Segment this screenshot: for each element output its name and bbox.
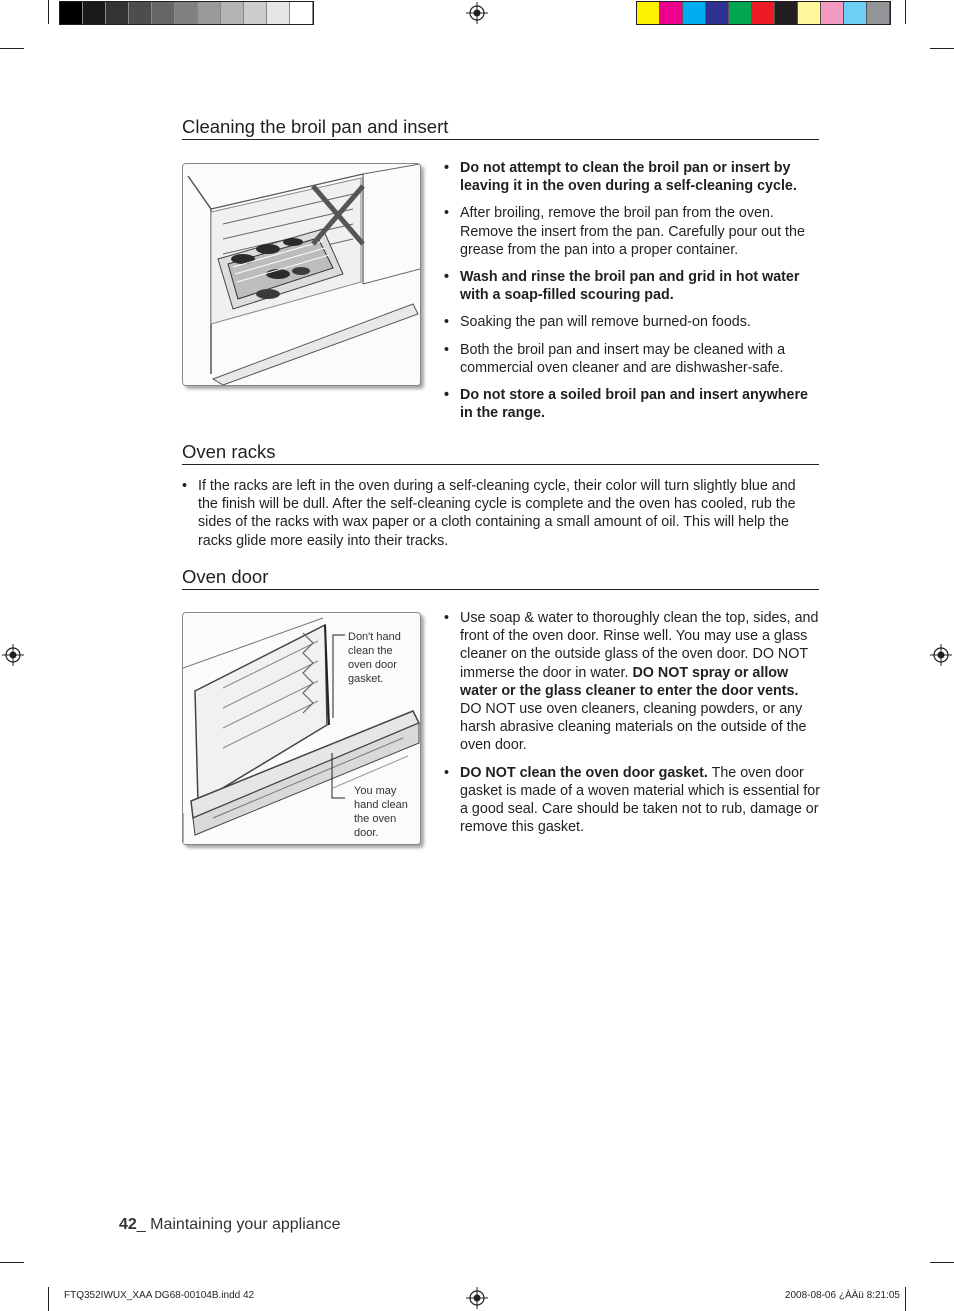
- door-bullet: [444, 609, 820, 755]
- oven-door-illustration: [182, 612, 421, 845]
- color-swatch: [844, 2, 867, 24]
- gray-swatch: [221, 2, 244, 24]
- section-title-broil: Cleaning the broil pan and insert: [182, 116, 819, 140]
- door-bullet-bold: DO NOT clean the oven door gasket.: [460, 764, 708, 781]
- color-swatch: [798, 2, 821, 24]
- registration-mark-bottom: [466, 1287, 488, 1309]
- gray-swatch: [60, 2, 83, 24]
- broil-bullet-list: [444, 159, 820, 431]
- callout-door: You may hand clean the oven door.: [354, 785, 408, 839]
- color-swatch: [660, 2, 683, 24]
- door-bullet: [444, 764, 820, 837]
- registration-mark-right: [930, 644, 952, 666]
- color-swatch: [706, 2, 729, 24]
- section-title-racks: Oven racks: [182, 441, 819, 465]
- broil-bullet: • Do not store a soiled broil pan and insert anywhere in the range.: [444, 386, 820, 422]
- door-bullet-text: Use soap & water to thoroughly clean the top, sides, and front of the oven door. Rinse well. You may use a glass cleaner on the outside glass of the oven door. DO NOT immerse the door in water.: [460, 610, 819, 681]
- section-title-door: Oven door: [182, 566, 819, 590]
- color-swatch: [637, 2, 660, 24]
- slug-left: FTQ352IWUX_XAA DG68-00104B.indd 42: [64, 1290, 255, 1301]
- gray-swatch: [175, 2, 198, 24]
- broil-bullet: • Do not attempt to clean the broil pan or insert by leaving it in the oven during a self-cleaning cycle.: [444, 159, 820, 195]
- broil-bullet: • After broiling, remove the broil pan from the oven. Remove the insert from the pan. Carefully pour out the grease from the pan into a proper container.: [444, 204, 820, 259]
- color-swatch: [775, 2, 798, 24]
- gray-swatch: [129, 2, 152, 24]
- door-bullet-text: The oven door gasket is made of a woven material which is essential for a good seal. Care should be taken not to rub, damage or remove this gasket.: [460, 764, 820, 836]
- process-color-bar: [636, 1, 891, 25]
- gray-swatch: [267, 2, 290, 24]
- broil-bullet: • Soaking the pan will remove burned-on foods.: [444, 313, 820, 331]
- color-swatch: [752, 2, 775, 24]
- broil-pan-illustration: [182, 163, 421, 386]
- callout-gasket: Don't hand clean the oven door gasket.: [348, 631, 401, 685]
- page-footer: [119, 1216, 340, 1234]
- color-swatch: [729, 2, 752, 24]
- racks-bullet-list: [182, 477, 816, 559]
- gray-swatch: [152, 2, 175, 24]
- gray-swatch: [198, 2, 221, 24]
- gray-swatch: [290, 2, 313, 24]
- registration-mark-left: [2, 644, 24, 666]
- door-bullet-text: DO NOT use oven cleaners, cleaning powders, or any harsh abrasive cleaning materials on the outside of the oven door.: [460, 701, 807, 754]
- page-number: 42: [119, 1216, 137, 1233]
- grayscale-color-bar: [59, 1, 314, 25]
- gray-swatch: [83, 2, 106, 24]
- door-bullet-list: [444, 609, 820, 845]
- door-bullet-bold: DO NOT spray or allow water or the glass cleaner to enter the door vents.: [460, 664, 799, 699]
- broil-bullet: • Wash and rinse the broil pan and grid in hot water with a soap-filled scouring pad.: [444, 268, 820, 304]
- color-swatch: [683, 2, 706, 24]
- broil-bullet: • Both the broil pan and insert may be cleaned with a commercial oven cleaner and are dishwasher-safe.: [444, 341, 820, 377]
- color-swatch: [821, 2, 844, 24]
- gray-swatch: [244, 2, 267, 24]
- registration-mark-top: [466, 2, 488, 24]
- racks-bullet: • If the racks are left in the oven during a self-cleaning cycle, their color will turn slightly blue and the finish will be dull. After the self-cleaning cycle is complete and the oven has cooled, rub the sides of the racks with wax paper or a cloth containing a small amount of oil. This will help the racks glide more easily into their tracks.: [182, 477, 816, 550]
- page-label: _ Maintaining your appliance: [136, 1216, 341, 1233]
- slug-right: 2008-08-06 ¿ÀÀü 8:21:05: [784, 1290, 900, 1301]
- color-swatch: [867, 2, 890, 24]
- gray-swatch: [106, 2, 129, 24]
